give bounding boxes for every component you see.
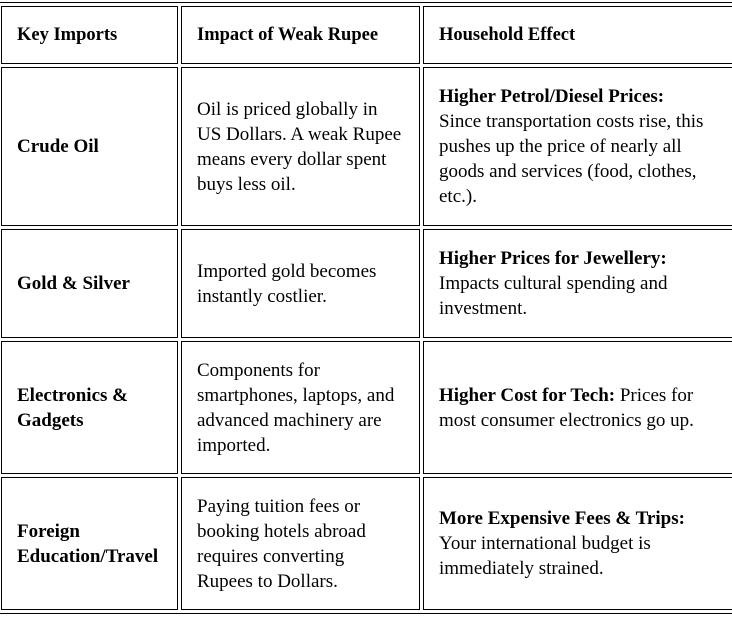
header-row bbox=[1, 6, 732, 64]
import-name: Gold & Silver bbox=[17, 273, 130, 294]
table-row bbox=[1, 341, 732, 474]
impact-cell: Oil is priced globally in US Dollars. A weak Rupee means every dollar spent buys less oil. bbox=[181, 67, 420, 226]
import-cell bbox=[1, 341, 178, 474]
table-row bbox=[1, 477, 732, 610]
header-impact: Impact of Weak Rupee bbox=[181, 6, 420, 64]
effect-text: Your international budget is immediately strained. bbox=[439, 533, 651, 579]
effect-text: Prices for most consumer electronics go up. bbox=[439, 384, 694, 431]
effect-title: Higher Prices for Jewellery: bbox=[439, 248, 667, 269]
header-household-effect: Household Effect bbox=[423, 6, 732, 64]
impact-cell: Components for smartphones, laptops, and advanced machinery are imported. bbox=[181, 341, 420, 474]
impact-cell: Imported gold becomes instantly costlier. bbox=[181, 229, 420, 338]
table-row bbox=[1, 67, 732, 226]
import-cell bbox=[1, 477, 178, 610]
impact-cell: Paying tuition fees or booking hotels abroad requires converting Rupees to Dollars. bbox=[181, 477, 420, 610]
imports-table bbox=[0, 2, 732, 614]
effect-cell bbox=[423, 477, 732, 610]
effect-title: Higher Cost for Tech: bbox=[439, 384, 616, 406]
effect-cell bbox=[423, 341, 732, 474]
table-row bbox=[1, 229, 732, 338]
effect-cell bbox=[423, 229, 732, 338]
header-key-imports: Key Imports bbox=[1, 6, 178, 64]
effect-text: Impacts cultural spending and investment. bbox=[439, 273, 668, 319]
effect-text: Since transportation costs rise, this pushes up the price of nearly all goods and services (food, clothes, etc.). bbox=[439, 111, 704, 207]
effect-title: More Expensive Fees & Trips: bbox=[439, 508, 685, 529]
import-name: Electronics & Gadgets bbox=[17, 384, 128, 431]
import-cell bbox=[1, 67, 178, 226]
import-name: Crude Oil bbox=[17, 136, 99, 157]
import-cell bbox=[1, 229, 178, 338]
import-name: Foreign Education/Travel bbox=[17, 520, 159, 567]
effect-title: Higher Petrol/Diesel Prices: bbox=[439, 86, 665, 107]
effect-cell bbox=[423, 67, 732, 226]
